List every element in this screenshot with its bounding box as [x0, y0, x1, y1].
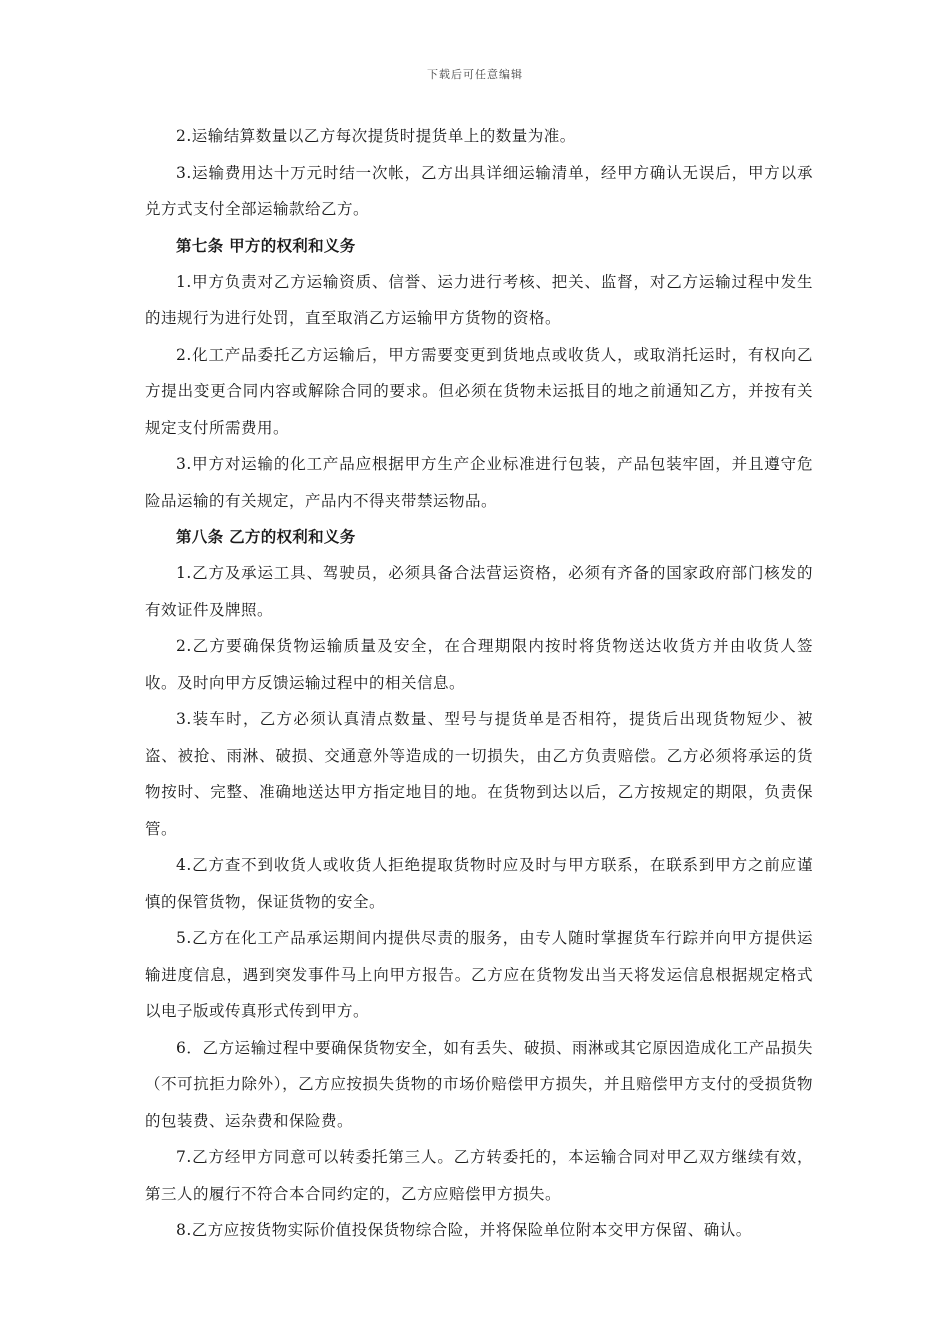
paragraph: 2.运输结算数量以乙方每次提货时提货单上的数量为准。 — [176, 127, 576, 145]
list-item: 5.乙方在化工产品承运期间内提供尽责的服务，由专人随时掌握货车行踪并向甲方提供运输进度信息，遇到突发事件马上向甲方报告。乙方应在货物发出当天将发运信息根据规定格式以电子版或传真形式传到甲方。 — [145, 929, 813, 1020]
list-item: 1.甲方负责对乙方运输资质、信誉、运力进行考核、把关、监督，对乙方运输过程中发生的违规行为进行处罚，直至取消乙方运输甲方货物的资格。 — [145, 272, 813, 327]
list-item: 1.乙方及承运工具、驾驶员，必须具备合法营运资格，必须有齐备的国家政府部门核发的有效证件及牌照。 — [145, 564, 813, 619]
section-heading: 第七条 甲方的权利和义务 — [176, 236, 356, 255]
document-body — [145, 118, 813, 1249]
list-item: 2.化工产品委托乙方运输后，甲方需要变更到货地点或收货人，或取消托运时，有权向乙方提出变更合同内容或解除合同的要求。但必须在货物未运抵目的地之前通知乙方，并按有关规定支付所需费用。 — [145, 345, 813, 437]
list-item: 7.乙方经甲方同意可以转委托第三人。乙方转委托的，本运输合同对甲乙双方继续有效，第三人的履行不符合本合同约定的，乙方应赔偿甲方损失。 — [145, 1148, 813, 1203]
page-header: 下载后可任意编辑 — [427, 68, 523, 81]
section-heading: 第八条 乙方的权利和义务 — [176, 528, 356, 546]
list-item: 6．乙方运输过程中要确保货物安全，如有丢失、破损、雨淋或其它原因造成化工产品损失（不可抗拒力除外），乙方应按损失货物的市场价赔偿甲方损失，并且赔偿甲方支付的受损货物的包装费、运杂费和保险费。 — [145, 1038, 813, 1130]
list-item: 3.装车时，乙方必须认真清点数量、型号与提货单是否相符，提货后出现货物短少、被盗、被抢、雨淋、破损、交通意外等造成的一切损失，由乙方负责赔偿。乙方必须将承运的货物按时、完整、准确地送达甲方指定地目的地。在货物到达以后，乙方按规定的期限，负责保管。 — [145, 710, 813, 838]
list-item: 3.甲方对运输的化工产品应根据甲方生产企业标准进行包装，产品包装牢固，并且遵守危险品运输的有关规定，产品内不得夹带禁运物品。 — [145, 455, 813, 510]
paragraph: 3.运输费用达十万元时结一次帐，乙方出具详细运输清单，经甲方确认无误后，甲方以承兑方式支付全部运输款给乙方。 — [145, 163, 813, 218]
list-item: 2.乙方要确保货物运输质量及安全，在合理期限内按时将货物送达收货方并由收货人签收。及时向甲方反馈运输过程中的相关信息。 — [145, 637, 813, 692]
list-item: 4.乙方查不到收货人或收货人拒绝提取货物时应及时与甲方联系，在联系到甲方之前应谨慎的保管货物，保证货物的安全。 — [145, 856, 813, 911]
list-item: 8.乙方应按货物实际价值投保货物综合险，并将保险单位附本交甲方保留、确认。 — [176, 1221, 752, 1239]
